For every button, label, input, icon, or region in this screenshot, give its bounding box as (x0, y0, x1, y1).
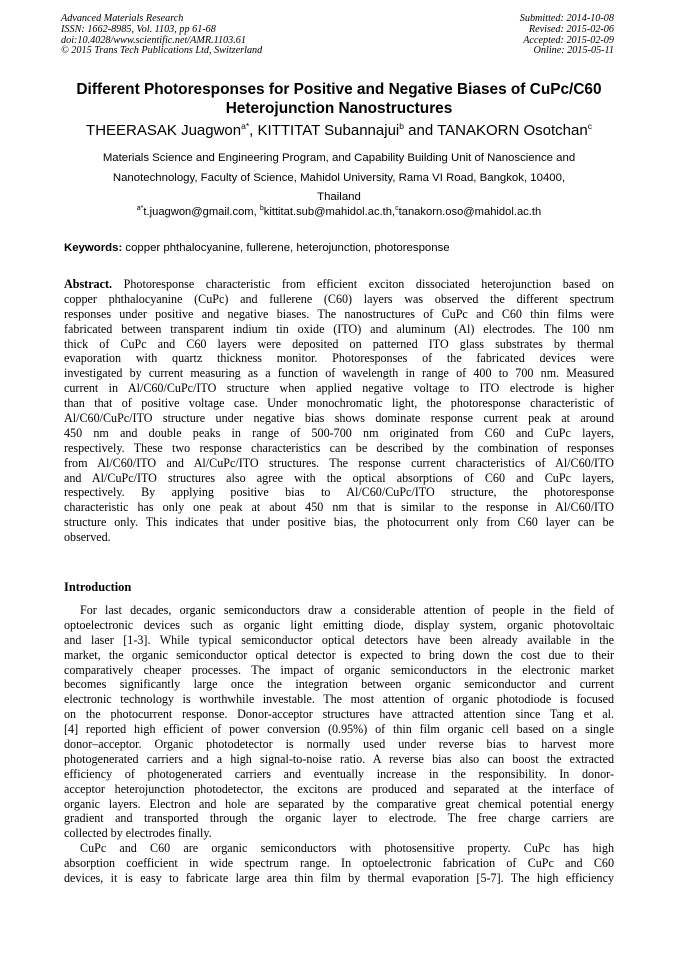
paper-title (40, 81, 638, 118)
abstract-line: fabricated between transparent indium tin oxide (ITO) and aluminum (Al) electrodes. The 100 nm (64, 321, 614, 336)
intro-line: becomes significantly large once the integration between organic semiconductor and current (64, 677, 614, 692)
intro-line: devices, it is easy to fabricate large area thin film by thermal evaporation [5-7]. The high efficiency (64, 871, 614, 886)
author-2: KITTITAT Subannajui (257, 122, 400, 139)
journal-header-right (520, 14, 614, 57)
submitted-date: Submitted: 2014-10-08 (519, 13, 614, 24)
introduction-heading: Introduction (64, 580, 132, 594)
intro-line: CuPc and C60 are organic semiconductors with photosensitive property. CuPc has high (80, 841, 614, 856)
email-a-mark: a* (136, 205, 144, 212)
journal-copyright: © 2015 Trans Tech Publications Ltd, Switzerland (61, 45, 263, 57)
affiliation (70, 149, 608, 208)
email-c-mark: c (395, 205, 399, 212)
abstract-line: copper phthalocyanine (CuPc) and fullerene (C60) layers was observed the different spectrum (64, 291, 614, 306)
author-2-affiliation-mark: b (399, 121, 404, 131)
journal-doi: doi:10.4028/www.scientific.net/AMR.1103.61 (61, 34, 246, 46)
abstract-line: thick of CuPc and C60 layers were deposited on patterned ITO glass substrates by thermal (64, 336, 614, 351)
abstract-label: Abstract. (64, 277, 113, 291)
affiliation-line-1: Materials Science and Engineering Program, and Capability Building Unit of Nanoscience and (102, 152, 576, 164)
affiliation-line-2: Nanotechnology, Faculty of Science, Mahidol University, Rama VI Road, Bangkok, 10400, (112, 171, 566, 184)
affiliation-line-3: Thailand (317, 191, 361, 203)
intro-line: acceptor heterojunction photodetector, the excitons are produced and separated at the interface of (64, 781, 614, 796)
revised-date: Revised: 2015-02-06 (528, 23, 614, 35)
intro-line: efficiency of photogenerated carriers and eventually increase in the responsibility. In donor- (64, 766, 614, 781)
intro-line: comparatively cheaper processes. The impact of organic semiconductors in the electronic market (64, 662, 614, 677)
abstract-line: current in Al/C60/CuPc/ITO structure when applied negative voltage to ITO electrode is higher (64, 381, 614, 396)
journal-name: Advanced Materials Research (61, 13, 184, 24)
author-3-affiliation-mark: c (587, 121, 592, 131)
email-a: t.juagwon@gmail.com, (143, 206, 260, 218)
email-c: tanakorn.oso@mahidol.ac.th (398, 206, 542, 218)
abstract-line: from Al/C60/ITO and Al/CuPc/ITO structures. The response current characteristics of Al/C60/ITO (64, 455, 614, 470)
online-date: Online: 2015-05-11 (533, 45, 614, 57)
abstract-line: responses under positive and negative biases. The nanostructures of CuPc and C60 thin films were (64, 306, 614, 321)
intro-line: gradient and transported through the organic layer to electrode. The free charge carriers are (64, 811, 614, 826)
abstract-line: investigated by current measuring as a function of wavelength in range of 400 to 700 nm. Measured (64, 366, 614, 381)
abstract-line: respectively. These two response characteristics can be described by the combination of responses (64, 440, 614, 455)
intro-line: organic layers. Electron and hole are separated by the comparative great chemical potential energy (64, 796, 614, 811)
intro-line: For last decades, organic semiconductors draw a considerable attention of people in the field of (80, 603, 614, 617)
intro-line: market, the organic semiconductor optical detector is expected to bring down the cost due to their (64, 647, 614, 662)
email-b: kittitat.sub@mahidol.ac.th, (263, 206, 396, 218)
keywords (64, 241, 450, 255)
author-separator-2: and (403, 122, 438, 139)
keywords-label: Keywords: (64, 242, 123, 254)
abstract-line: characteristic has only one peak at about 450 nm that is similar to the response in Al/C60/ITO (64, 500, 614, 515)
abstract-line (64, 277, 614, 292)
author-list (30, 121, 648, 141)
abstract-line: Al/C60/CuPc/ITO structure under negative bias shows dominate response current peak at around (64, 411, 614, 426)
email-b-mark: b (259, 205, 264, 212)
author-1: THEERASAK Juagwon (86, 122, 242, 139)
intro-line: optoelectronic devices such as organic light emitting diode, display system, organic photovoltaic (64, 617, 614, 632)
abstract-line: than that of positive voltage case. Under monochromatic light, the photoresponse characteristic of (64, 396, 614, 411)
paper-title-line-1: Different Photoresponses for Positive and Negative Biases of CuPc/C60 (76, 81, 602, 98)
author-separator-1: , (249, 122, 258, 139)
abstract-line: evaporation with quartz thickness monitor. Photoresponses of the fabricated devices were (64, 351, 614, 366)
introduction-body (64, 603, 614, 886)
intro-line: electronic technology is worthwhile investable. The most attention of organic photodiode is focused (64, 692, 614, 707)
intro-line: absorption coefficient in wide spectrum range. In optoelectronic fabrication of CuPc and C60 (64, 856, 614, 871)
abstract-line: 450 nm and double peaks in range of 500-700 nm originated from C60 and CuPc layers, (64, 425, 614, 440)
abstract-line: structure only. This indicates that under positive bias, the photocurrent only from C60 layer can be (64, 515, 614, 530)
intro-line: collected by electrodes finally. (64, 826, 212, 841)
journal-issn: ISSN: 1662-8985, Vol. 1103, pp 61-68 (61, 23, 216, 35)
intro-line: photogenerated carriers and a high signal-to-noise ratio. A reverse bias also can boost the extracted (64, 751, 614, 766)
abstract (64, 277, 614, 545)
accepted-date: Accepted: 2015-02-09 (523, 34, 614, 46)
abstract-line: observed. (64, 530, 111, 545)
author-emails (40, 205, 638, 219)
intro-line: [4] reported high efficient of power conversion (0.95%) of thin film organic cell based on a single (64, 722, 614, 737)
author-1-affiliation-mark: a* (241, 121, 250, 131)
intro-line: donor–acceptor. Organic photodetector is normally used under reverse bias to harvest more (64, 737, 614, 752)
abstract-line: and Al/CuPc/ITO structures also agree with the optical absorptions of C60 and CuPc layers, (64, 470, 614, 485)
keywords-text: copper phthalocyanine, fullerene, heterojunction, photoresponse (122, 242, 450, 254)
paper-title-line-2: Heterojunction Nanostructures (225, 99, 453, 117)
journal-header-left (61, 14, 262, 57)
abstract-line: respectively. By applying positive bias to Al/C60/CuPc/ITO structure, the photoresponse (64, 485, 614, 500)
intro-line: on the photocurrent response. Donor-acceptor structures have attracted attention since Tang et al. (64, 707, 614, 722)
intro-line: and laser [1-3]. While typical semiconductor optical detectors have been already available in the (64, 632, 614, 647)
author-3: TANAKORN Osotchan (437, 122, 588, 139)
abstract-first-line: Photoresponse characteristic from efficient exciton dissociated heterojunction based on (112, 277, 614, 291)
